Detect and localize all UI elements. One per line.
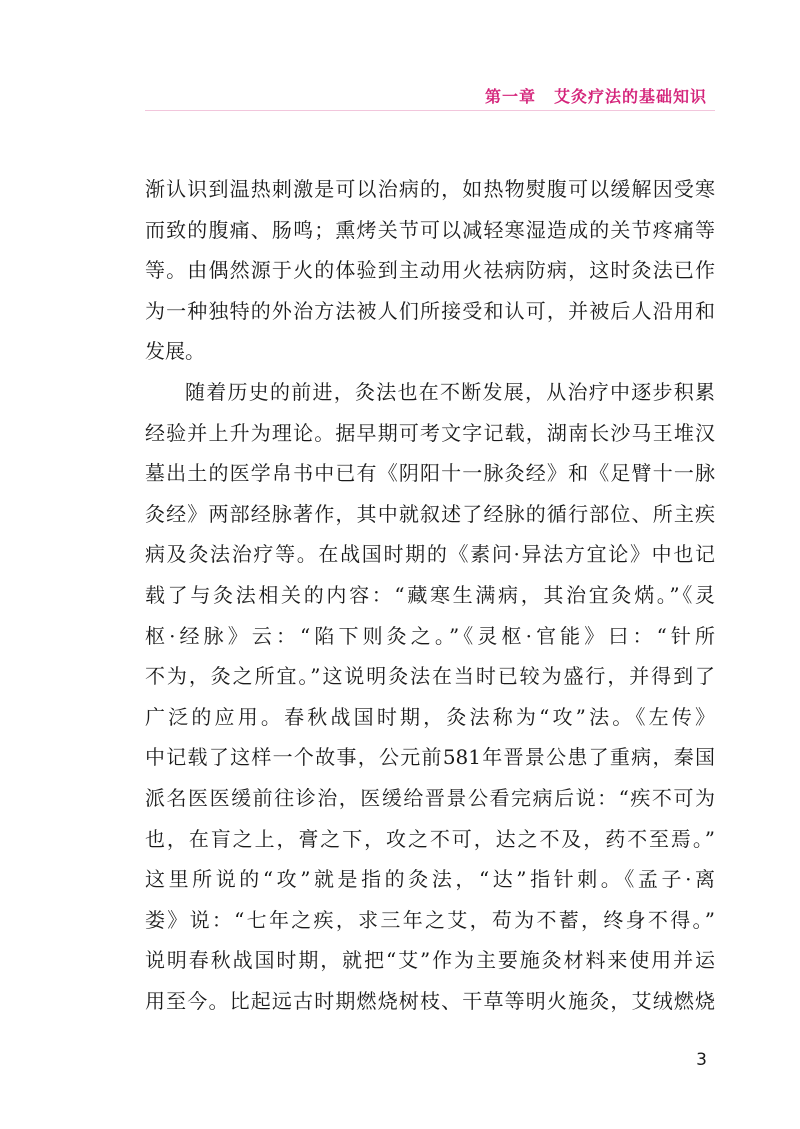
text-line: 用至今。比起远古时期燃烧树枝、干草等明火施灸，艾绒燃烧 — [145, 988, 715, 1013]
text-line: 这里所说的“攻”就是指的灸法，“达”指针刺。《孟子·离 — [145, 867, 715, 892]
text-line: 等。由偶然源于火的体验到主动用火祛病防病，这时灸法已作 — [145, 258, 715, 283]
text-line: 枢·经脉》云：“陷下则灸之。”《灵枢·官能》曰：“针所 — [145, 623, 715, 648]
text-line: 灸经》两部经脉著作，其中就叙述了经脉的循行部位、所主疾 — [145, 501, 715, 526]
text-line: 渐认识到温热刺激是可以治病的，如热物熨腹可以缓解因受寒 — [145, 177, 715, 201]
text-line: 说明春秋战国时期，就把“艾”作为主要施灸材料来使用并运 — [145, 948, 715, 973]
paragraph-2 — [145, 372, 715, 1022]
text-line: 也，在肓之上，膏之下，攻之不可，达之不及，药不至焉。” — [145, 826, 715, 851]
text-line: 不为，灸之所宜。”这说明灸法在当时已较为盛行，并得到了 — [145, 664, 715, 689]
chapter-title: 艾灸疗法的基础知识 — [553, 87, 707, 106]
text-line: 随着历史的前进，灸法也在不断发展，从治疗中逐步积累 — [185, 379, 715, 404]
text-line: 为一种独特的外治方法被人们所接受和认可，并被后人沿用和 — [145, 298, 715, 323]
text-line: 病及灸法治疗等。在战国时期的《素问·异法方宜论》中也记 — [145, 542, 715, 567]
header-divider — [145, 110, 715, 111]
paragraph-1 — [145, 169, 715, 372]
text-line: 发展。 — [145, 339, 205, 364]
body-text — [145, 169, 715, 1021]
text-line: 中记载了这样一个故事，公元前581年晋景公患了重病，秦国 — [145, 745, 715, 770]
text-line: 载了与灸法相关的内容：“藏寒生满病，其治宜灸焫。”《灵 — [145, 582, 715, 607]
text-line: 广泛的应用。春秋战国时期，灸法称为“攻”法。《左传》 — [145, 704, 715, 729]
text-line: 娄》说：“七年之疾，求三年之艾，苟为不蓄，终身不得。” — [145, 907, 715, 932]
text-line: 墓出土的医学帛书中已有《阴阳十一脉灸经》和《足臂十一脉 — [145, 461, 715, 486]
running-header — [485, 84, 707, 107]
chapter-number: 第一章 — [484, 87, 536, 106]
page-number: 3 — [696, 1050, 707, 1070]
text-line: 经验并上升为理论。据早期可考文字记载，湖南长沙马王堆汉 — [145, 420, 715, 445]
text-line: 派名医医缓前往诊治，医缓给晋景公看完病后说：“疾不可为 — [145, 785, 715, 810]
text-line: 而致的腹痛、肠鸣；熏烤关节可以减轻寒湿造成的关节疼痛等 — [145, 217, 715, 242]
